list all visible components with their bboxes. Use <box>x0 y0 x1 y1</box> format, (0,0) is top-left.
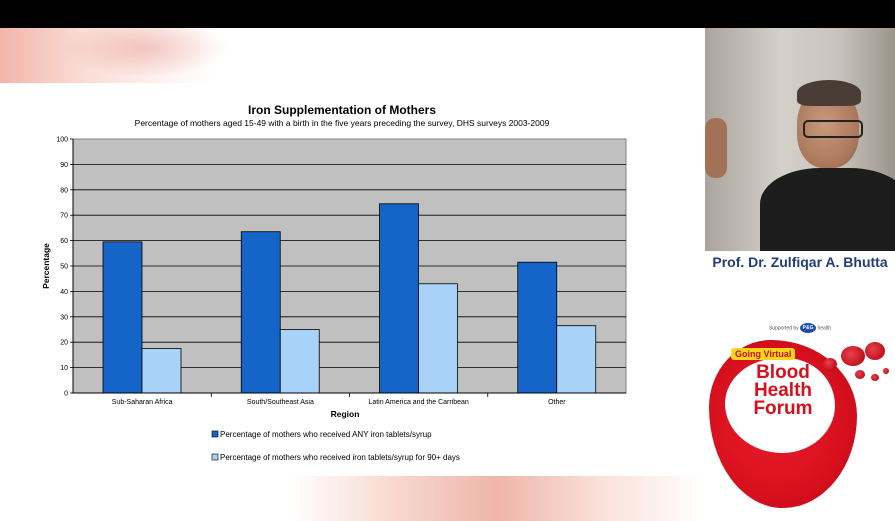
blood-cell-icon <box>841 346 865 366</box>
x-axis-label: Region <box>330 409 360 419</box>
bar-series-1 <box>518 262 557 393</box>
glasses-icon <box>803 120 863 138</box>
y-tick-label: 50 <box>60 263 68 271</box>
logo-line-2: Health <box>753 380 813 401</box>
chart-title: Iron Supplementation of Mothers <box>248 103 436 117</box>
logo-text <box>733 364 833 418</box>
y-axis-label: Percentage <box>41 243 51 289</box>
y-tick-label: 0 <box>64 390 68 398</box>
y-tick-label: 90 <box>60 161 68 169</box>
blood-cell-icon <box>865 342 885 360</box>
x-tick-label: Other <box>548 399 566 406</box>
bar-series-1 <box>103 242 142 393</box>
legend-label: Percentage of mothers who received ANY iron tablets/syrup <box>220 430 432 439</box>
y-tick-label: 10 <box>60 365 68 373</box>
blood-cell-icon <box>823 358 837 370</box>
y-tick-label: 20 <box>60 339 68 347</box>
y-tick-label: 40 <box>60 288 68 296</box>
y-tick-label: 100 <box>56 136 68 144</box>
pg-logo-icon: P&G <box>800 323 816 333</box>
y-tick-label: 70 <box>60 212 68 220</box>
sponsor-line <box>705 323 895 333</box>
side-panel <box>705 28 895 521</box>
legend-swatch <box>212 454 218 460</box>
presentation-slide <box>0 28 705 521</box>
legend <box>212 430 460 462</box>
logo-line-3: Forum <box>753 398 813 419</box>
bar-series-1 <box>380 204 419 393</box>
blood-cell-icon <box>871 374 879 381</box>
presenter-video <box>705 28 895 251</box>
presenter-name: Prof. Dr. Zulfiqar A. Bhutta <box>712 254 888 270</box>
blood-cell-icon <box>855 370 865 379</box>
going-virtual-badge: Going Virtual <box>731 348 795 360</box>
x-tick-label: South/Southeast Asia <box>246 399 314 406</box>
bar-chart <box>0 28 705 521</box>
logo-line-1: Blood <box>756 362 810 383</box>
legend-swatch <box>212 431 218 437</box>
y-tick-labels <box>56 137 73 398</box>
bar-series-2 <box>142 349 181 393</box>
y-tick-label: 30 <box>60 314 68 322</box>
x-tick-label: Latin America and the Carribean <box>368 399 469 406</box>
bar-series-1 <box>241 232 280 393</box>
bar-series-2 <box>557 326 596 393</box>
presenter-hair <box>797 80 861 106</box>
y-tick-label: 60 <box>60 238 68 246</box>
sponsor-name: health <box>817 325 832 332</box>
bar-series-2 <box>419 284 458 393</box>
blood-cell-icon <box>883 368 889 374</box>
bar-series-2 <box>280 330 319 394</box>
y-tick-label: 80 <box>60 187 68 195</box>
chart-subtitle: Percentage of mothers aged 15-49 with a birth in the five years preceding the survey, DHS surveys 2003-2009 <box>134 118 550 128</box>
presenter-body <box>760 168 895 251</box>
supported-by-label: Supported by <box>768 325 799 332</box>
x-tick-labels <box>112 393 567 406</box>
presenter-hand <box>705 118 727 178</box>
top-bar <box>0 0 895 28</box>
legend-label: Percentage of mothers who received iron tablets/syrup for 90+ days <box>220 453 460 462</box>
x-tick-label: Sub-Saharan Africa <box>111 399 173 406</box>
